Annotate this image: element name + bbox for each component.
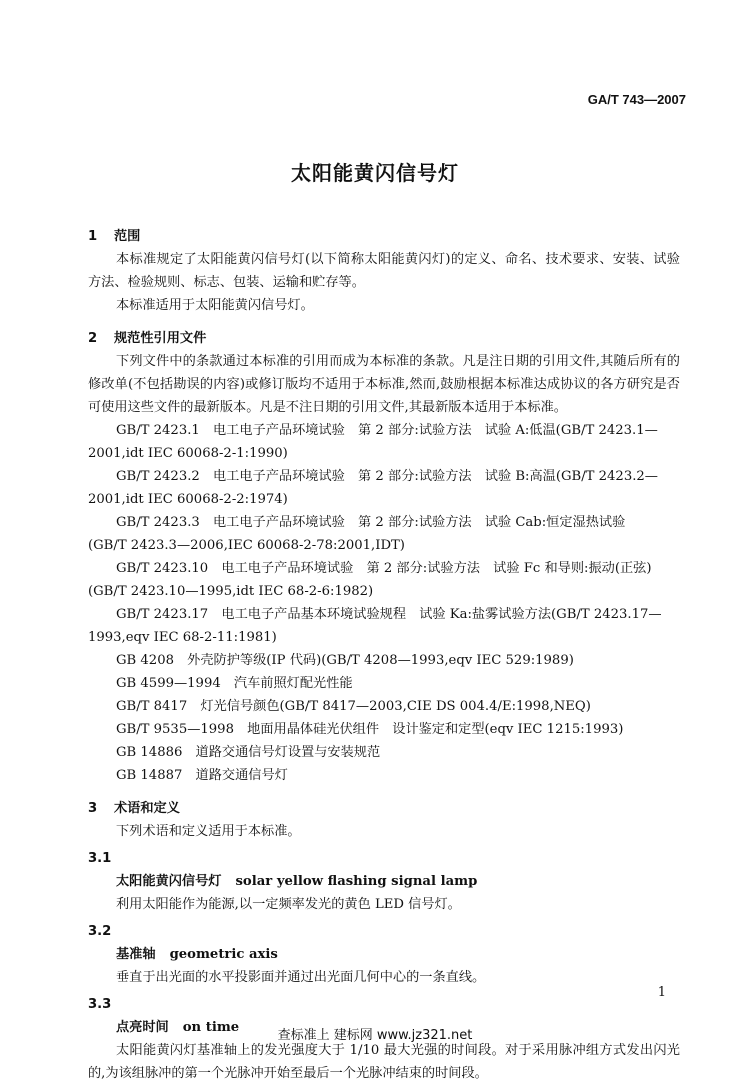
document-body [88,225,680,1085]
reference-item-continued: 2001,idt IEC 60068-2-1:1990) [88,446,288,461]
reference-item: GB/T 2423.1 电工电子产品环境试验 第 2 部分:试验方法 试验 A:低温(GB/T 2423.1— [116,423,658,438]
term-en: on time [182,1020,240,1035]
reference-item: GB/T 2423.3 电工电子产品环境试验 第 2 部分:试验方法 试验 Cab:恒定湿热试验 [116,515,626,530]
term-zh: 太阳能黄闪信号灯 [116,874,222,889]
section-3-heading [88,797,680,820]
reference-item-continued: 2001,idt IEC 60068-2-2:1974) [88,492,288,507]
section-number: 1 [88,229,98,244]
section-2-heading [88,327,680,350]
term-number: 3.1 [88,851,112,866]
reference-item: GB/T 2423.10 电工电子产品环境试验 第 2 部分:试验方法 试验 Fc 和导则:振动(正弦) [116,561,652,576]
reference-item-continued: (GB/T 2423.10—1995,idt IEC 68-2-6:1982) [88,584,374,599]
reference-item: GB 14886 道路交通信号灯设置与安装规范 [116,745,381,760]
section-1-heading [88,225,680,248]
term-number: 3.3 [88,997,112,1012]
reference-item: GB 4599—1994 汽车前照灯配光性能 [116,676,353,691]
term-zh: 基准轴 [116,947,156,962]
document-title: 太阳能黄闪信号灯 [291,161,459,185]
reference-item: GB 14887 道路交通信号灯 [116,768,288,783]
reference-item: GB/T 2423.17 电工电子产品基本环境试验规程 试验 Ka:盐雾试验方法(GB/T 2423.17— [116,607,662,622]
reference-item: GB/T 8417 灯光信号颜色(GB/T 8417—2003,CIE DS 004.4/E:1998,NEQ) [116,699,591,714]
term-number: 3.2 [88,924,112,939]
term-heading [88,870,680,893]
reference-item-continued: 1993,eqv IEC 68-2-11:1981) [88,630,277,645]
term-en: geometric axis [169,947,278,962]
paragraph: 下列术语和定义适用于本标准。 [116,824,301,839]
section-title: 规范性引用文件 [114,331,207,346]
paragraph: 本标准适用于太阳能黄闪信号灯。 [116,298,314,313]
document-code: GA/T 743—2007 [587,92,686,107]
page-number: 1 [657,985,666,1000]
term-en: solar yellow flashing signal lamp [235,874,478,889]
paragraph: 本标准规定了太阳能黄闪信号灯(以下简称太阳能黄闪灯)的定义、命名、技术要求、安装、试验方法、检验规则、标志、包装、运输和贮存等。 [88,252,680,290]
footer-watermark: 查标准上 建标网 www.jz321.net [277,1028,473,1043]
reference-item: GB 4208 外壳防护等级(IP 代码)(GB/T 4208—1993,eqv IEC 529:1989) [116,653,574,668]
term-definition: 太阳能黄闪灯基准轴上的发光强度大于 1/10 最大光强的时间段。对于采用脉冲组方式发出闪光的,为该组脉冲的第一个光脉冲开始至最后一个光脉冲结束的时间段。 [88,1043,680,1081]
reference-item: GB/T 2423.2 电工电子产品环境试验 第 2 部分:试验方法 试验 B:高温(GB/T 2423.2— [116,469,658,484]
section-title: 术语和定义 [114,801,180,816]
reference-item-continued: (GB/T 2423.3—2006,IEC 60068-2-78:2001,IDT) [88,538,405,553]
section-number: 2 [88,331,98,346]
term-definition: 垂直于出光面的水平投影面并通过出光面几何中心的一条直线。 [116,970,486,985]
paragraph: 下列文件中的条款通过本标准的引用而成为本标准的条款。凡是注日期的引用文件,其随后所有的修改单(不包括勘误的内容)或修订版均不适用于本标准,然而,鼓励根据本标准达成协议的各方研究是否可使用这些文件的最新版本。凡是不注日期的引用文件,其最新版本适用于本标准。 [88,354,680,415]
reference-list [88,419,680,787]
section-title: 范围 [114,229,141,244]
term-definition: 利用太阳能作为能源,以一定频率发光的黄色 LED 信号灯。 [116,897,461,912]
term-heading [88,943,680,966]
term-zh: 点亮时间 [116,1020,169,1035]
reference-item: GB/T 9535—1998 地面用晶体硅光伏组件 设计鉴定和定型(eqv IEC 1215:1993) [116,722,624,737]
section-number: 3 [88,801,98,816]
